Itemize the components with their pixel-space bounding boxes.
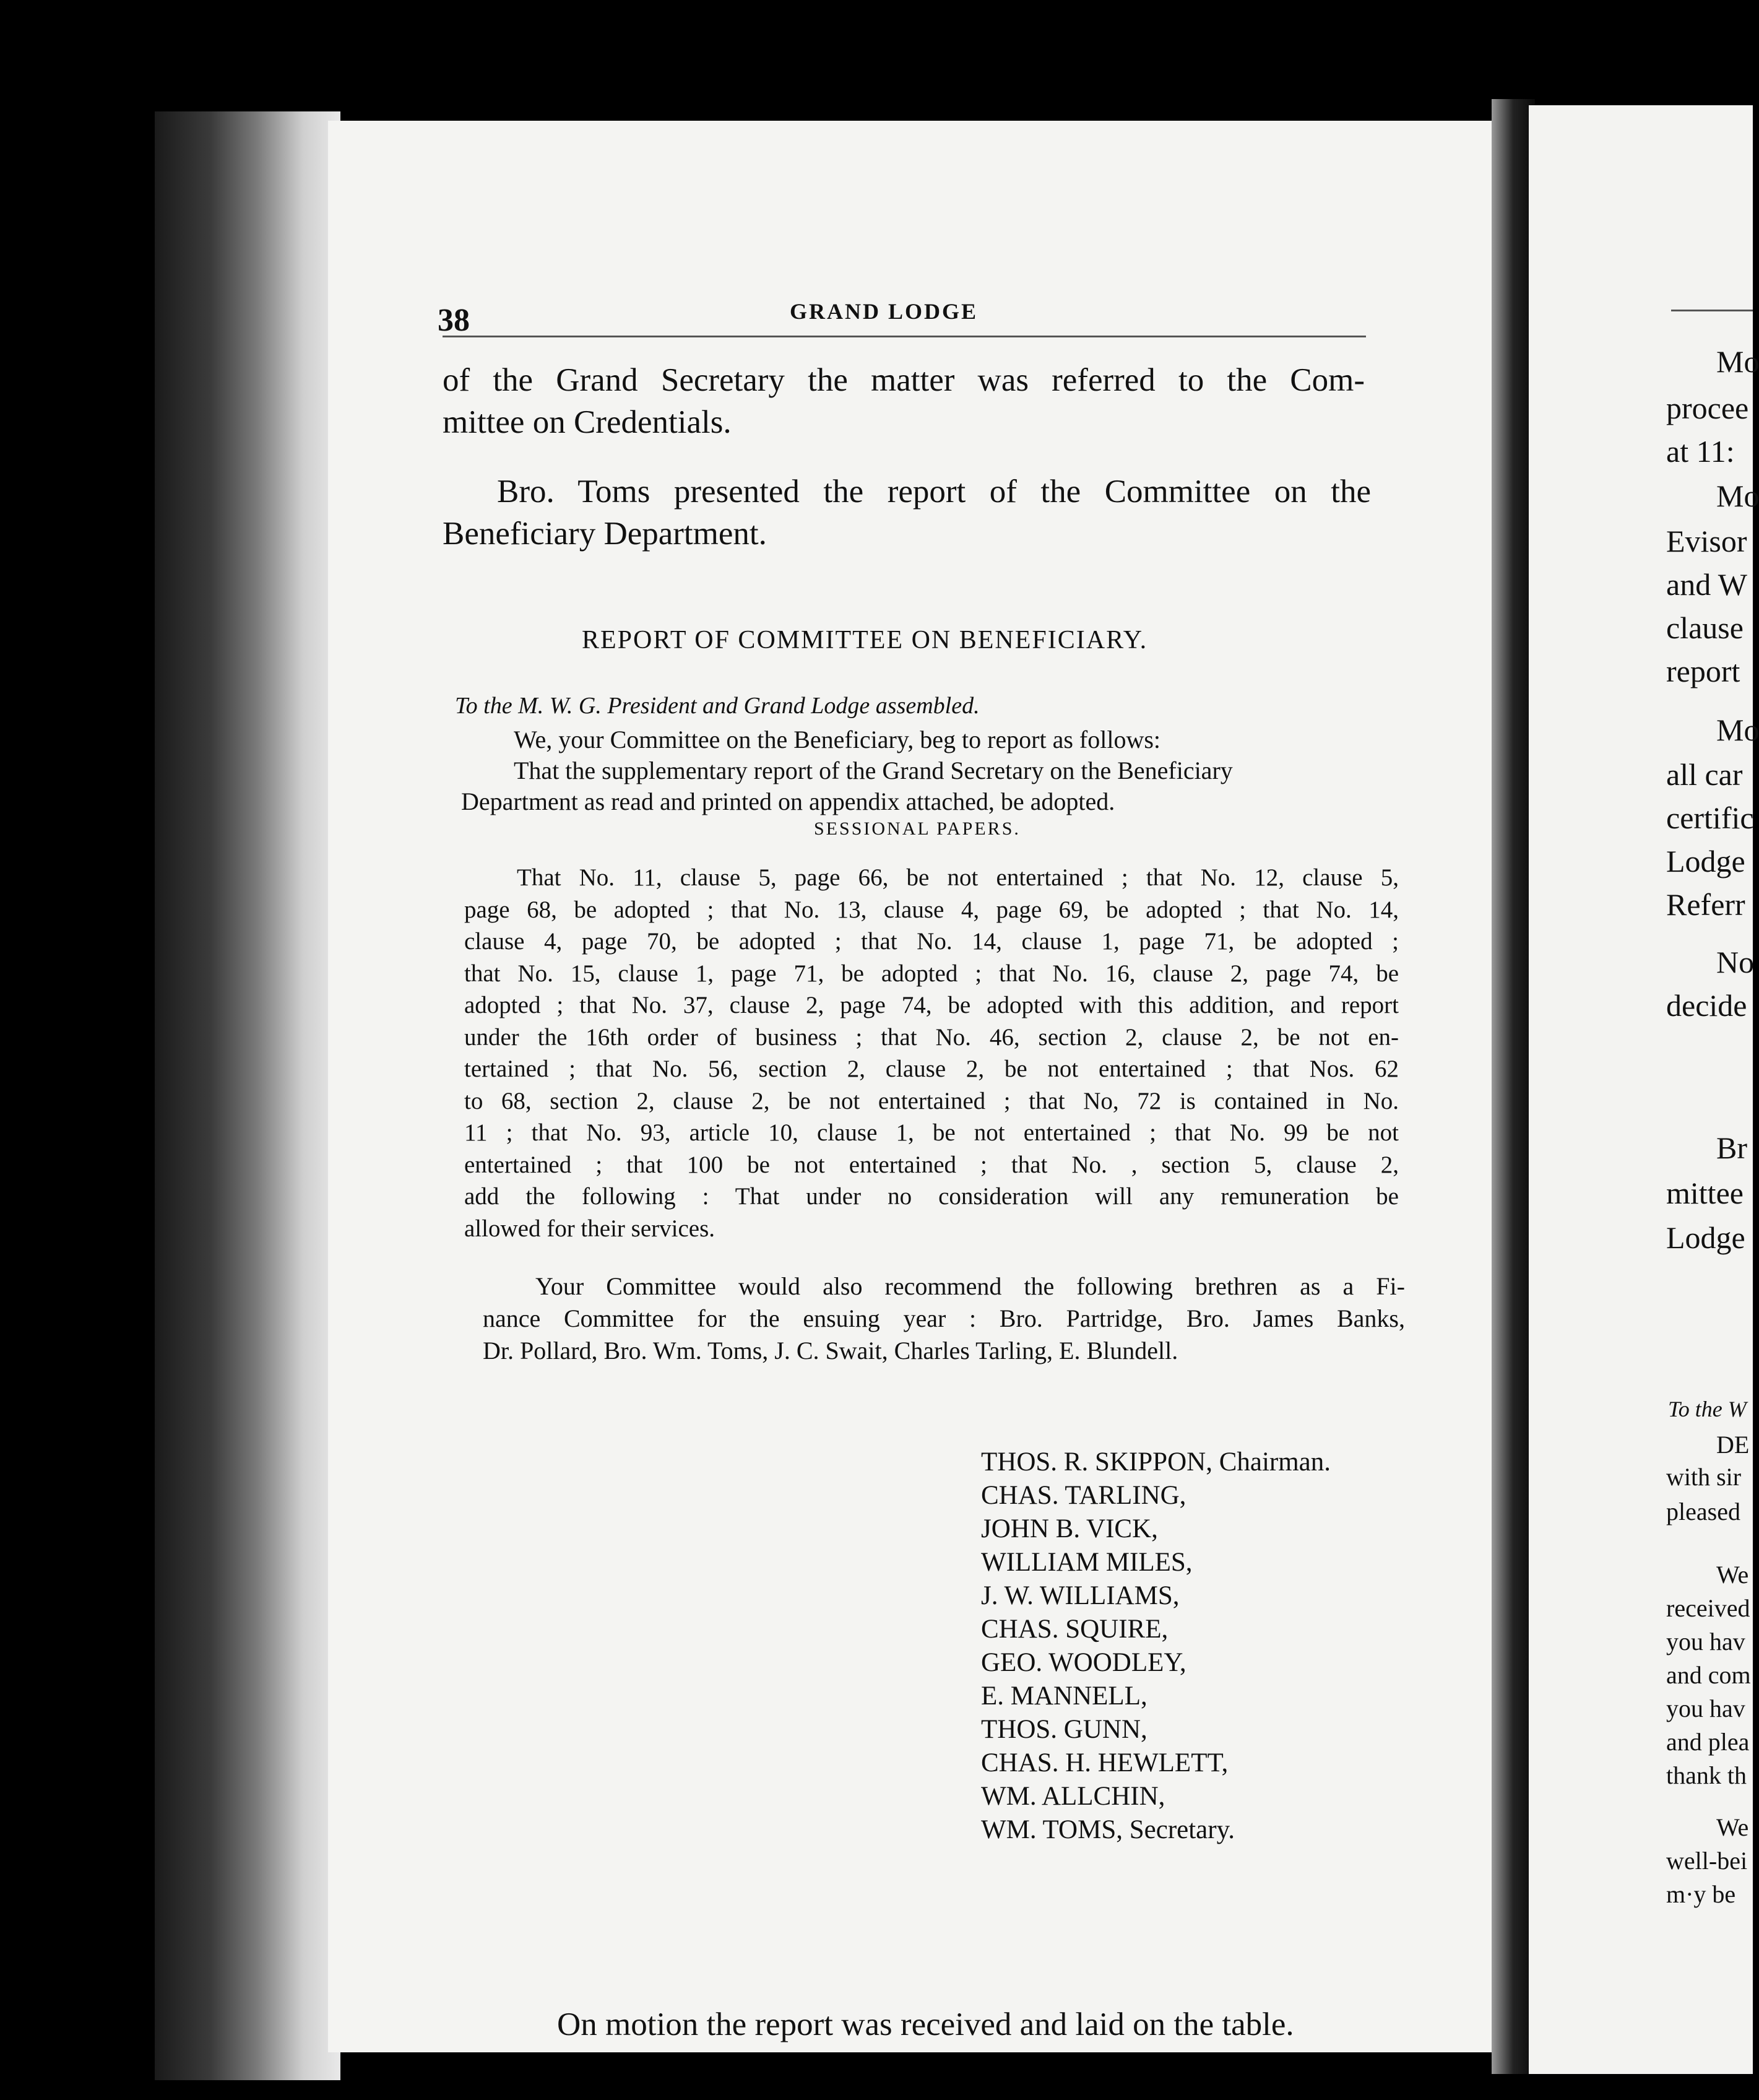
page-number: 38 [438,303,470,338]
supplementary-line: That the supplementary report of the Grand Secretary on the Beneficiary [514,757,1233,784]
sessional-line: entertained ; that 100 be not entertained ; that No. , section 5, clause 2, [464,1151,1399,1178]
sessional-line: 11 ; that No. 93, article 10, clause 1, be not entertained ; that No. 99 be not [464,1119,1399,1146]
opening-line: We, your Committee on the Beneficiary, beg to report as follows: [514,726,1161,753]
right-page-fragment: decide [1666,988,1747,1023]
right-header-rule [1671,310,1753,311]
right-page-fragment: We [1716,1561,1749,1589]
right-page-fragment: at 11: [1666,434,1735,469]
right-page-fragment: and plea [1666,1728,1750,1756]
right-page-fragment: certific [1666,801,1754,835]
right-page-fragment: report [1666,654,1740,688]
right-page-fragment: received [1666,1594,1750,1622]
right-page-fragment: well-bei [1666,1847,1748,1875]
signature: CHAS. SQUIRE, [981,1615,1169,1644]
right-page-fragment: and com [1666,1661,1751,1689]
right-page-fragment: Lodge [1666,844,1745,879]
signature: J. W. WILLIAMS, [981,1581,1180,1610]
finance-paragraph [483,1270,1405,1367]
signature: WM. ALLCHIN, [981,1782,1165,1811]
intro-line: of the Grand Secretary the matter was referred to the Com- [443,362,1365,398]
signature-list [981,1446,1331,1847]
right-page-fragment: m·y be [1666,1880,1736,1908]
right-page-fragment: procee [1666,391,1749,425]
sessional-paragraph [464,862,1399,1244]
right-page-fragment: mittee [1666,1176,1744,1210]
right-page-fragment: Evisor [1666,524,1747,558]
sessional-line: allowed for their services. [464,1215,715,1242]
report-opening [461,724,1383,817]
sessional-line: to 68, section 2, clause 2, be not entertained ; that No, 72 is contained in No. [464,1087,1399,1114]
sessional-line: page 68, be adopted ; that No. 13, clause 4, page 69, be adopted ; that No. 14, [464,896,1399,923]
right-page-fragment: Br [1716,1130,1747,1165]
right-page-fragment: DE [1716,1431,1750,1459]
right-page-fragment: Mo [1716,713,1759,747]
right-page-fragment: thank th [1666,1761,1747,1789]
intro-line: mittee on Credentials. [443,404,732,440]
sessional-heading: SESSIONAL PAPERS. [814,818,1021,839]
intro-paragraph [443,359,1365,443]
finance-line: Dr. Pollard, Bro. Wm. Toms, J. C. Swait, Charles Tarling, E. Blundell. [483,1337,1178,1365]
right-page-fragment: No [1716,945,1755,979]
running-head: GRAND LODGE [790,299,979,324]
report-salutation: To the M. W. G. President and Grand Lodge assembled. [455,693,980,719]
sessional-line: That No. 11, clause 5, page 66, be not entertained ; that No. 12, clause 5, [517,864,1399,891]
right-page-fragment: and W [1666,567,1747,602]
report-title: REPORT OF COMMITTEE ON BENEFICIARY. [582,626,1148,654]
right-page-fragment: clause [1666,610,1744,645]
sessional-line: add the following : That under no consideration will any remuneration be [464,1183,1399,1210]
right-page-fragment: Lodge [1666,1220,1745,1255]
book-edge [155,111,340,2080]
right-page-fragment: Referr [1666,887,1745,922]
sessional-line: under the 16th order of business ; that No. 46, section 2, clause 2, be not en- [464,1023,1399,1051]
sessional-line: adopted ; that No. 37, clause 2, page 74, be adopted with this addition, and report [464,992,1399,1018]
right-page-fragment: Mo [1716,479,1759,513]
right-page-fragment: pleased [1666,1498,1740,1525]
signature: THOS. R. SKIPPON, Chairman. [981,1447,1331,1477]
signature: CHAS. TARLING, [981,1481,1186,1510]
signature: JOHN B. VICK, [981,1514,1158,1543]
right-page-fragment: Mo [1716,344,1759,379]
right-page-fragment: with sir [1666,1463,1742,1491]
signature: GEO. WOODLEY, [981,1648,1186,1677]
header-rule [443,336,1366,337]
sessional-line: that No. 15, clause 1, page 71, be adopted ; that No. 16, clause 2, page 74, be [464,960,1399,987]
supplementary-line: Department as read and printed on appendix attached, be adopted. [461,788,1115,815]
signature: WILLIAM MILES, [981,1548,1193,1577]
finance-line: nance Committee for the ensuing year : Bro. Partridge, Bro. James Banks, [483,1304,1405,1332]
presented-paragraph [443,471,1371,555]
presented-line: Beneficiary Department. [443,516,767,552]
right-page-fragment: We [1716,1813,1749,1841]
signature: THOS. GUNN, [981,1715,1147,1744]
right-page-fragment: you hav [1666,1694,1745,1722]
right-page-fragment: all car [1666,757,1743,792]
signature: WM. TOMS, Secretary. [981,1815,1235,1844]
signature: CHAS. H. HEWLETT, [981,1748,1229,1777]
closing-line: On motion the report was received and laid on the table. [557,2007,1294,2042]
finance-line: Your Committee would also recommend the following brethren as a Fi- [535,1272,1405,1300]
presented-line: Bro. Toms presented the report of the Committee on the [497,474,1371,510]
right-page-fragment: you hav [1666,1628,1745,1655]
sessional-line: clause 4, page 70, be adopted ; that No. 14, clause 1, page 71, be adopted ; [464,928,1399,955]
right-page-fragment: To the W [1668,1397,1747,1421]
signature: E. MANNELL, [981,1681,1147,1711]
sessional-line: tertained ; that No. 56, section 2, clause 2, be not entertained ; that Nos. 62 [464,1056,1399,1082]
